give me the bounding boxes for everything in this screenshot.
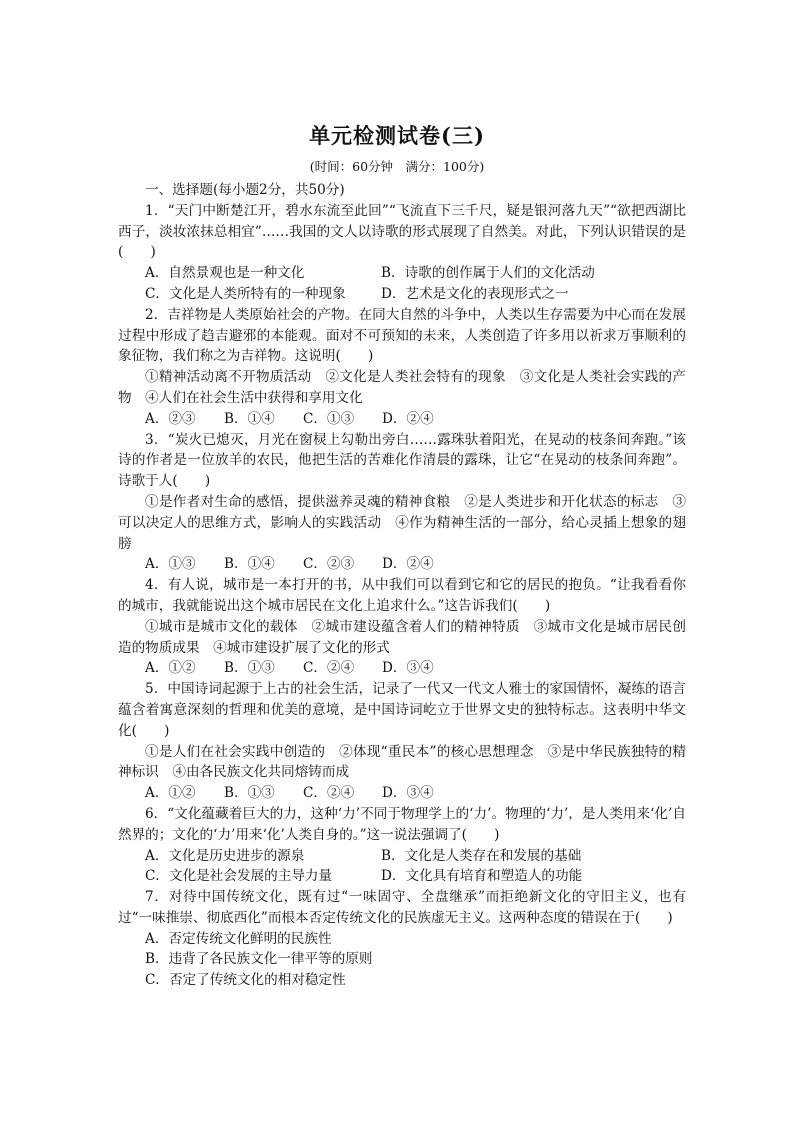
question-5 xyxy=(118,679,686,804)
question-stem: 3．“炭火已熄灭，月光在窗棂上勾勒出旁白……露珠驮着阳光，在晃动的枝条间奔跑。”该诗的作者是一位放羊的农民，他把生活的苦难化作清晨的露珠，让它“在晃动的枝条间奔跑”。诗歌于人( ) xyxy=(118,431,686,490)
question-statements: ①精神活动离不开物质活动 ②文化是人类社会特有的现象 ③文化是人类社会实践的产物 ④人们在社会生活中获得和享用文化 xyxy=(118,369,686,406)
option-c: C．文化是人类所特有的一种现象 xyxy=(145,285,346,302)
question-stem: 2．吉祥物是人类原始社会的产物。在同大自然的斗争中，人类以生存需要为中心而在发展过程中形成了趋吉避邪的本能观。面对不可预知的未来，人类创造了许多用以祈求万事顺利的象征物，我们称之为吉祥物。这说明( ) xyxy=(118,306,686,365)
option-row xyxy=(118,409,686,430)
option-c: C．否定了传统文化的相对稳定性 xyxy=(145,972,346,989)
question-1 xyxy=(118,201,686,305)
question-3 xyxy=(118,430,686,576)
option-a: A．②③ xyxy=(145,410,196,427)
option-b: B．①④ xyxy=(224,556,275,573)
option-row xyxy=(118,263,686,284)
option-d: D．②④ xyxy=(382,410,434,427)
question-6 xyxy=(118,804,686,887)
option-d: D．文化具有培育和塑造人的功能 xyxy=(381,868,583,885)
question-stem: 1．“天门中断楚江开，碧水东流至此回”“飞流直下三千尺，疑是银河落九天”“欲把西湖比西子，淡妆浓抹总相宜”……我国的文人以诗歌的形式展现了自然美。对此，下列认识错误的是( ) xyxy=(118,202,686,261)
option-b: B．①③ xyxy=(224,660,275,677)
option-d: D．②④ xyxy=(382,556,434,573)
option-c: C．文化是社会发展的主导力量 xyxy=(145,868,333,885)
option-c: C．②③ xyxy=(303,556,355,573)
question-2 xyxy=(118,305,686,430)
option-b: B．违背了各民族文化一律平等的原则 xyxy=(145,951,373,968)
page-title: 单元检测试卷(三) xyxy=(309,123,485,148)
option-d: D．③④ xyxy=(382,660,434,677)
option-a: A．①② xyxy=(145,785,196,802)
option-row xyxy=(118,846,686,867)
question-stem: 4．有人说，城市是一本打开的书，从中我们可以看到它和它的居民的抱负。“让我看看你的城市，我就能说出这个城市居民在文化上追求什么。”这告诉我们( ) xyxy=(118,577,686,614)
question-statements: ①是人们在社会实践中创造的 ②体现“重民本”的核心思想理念 ③是中华民族独特的精神标识 ④由各民族文化共同熔铸而成 xyxy=(118,743,686,781)
exam-info: (时间：60分钟 满分：100分) xyxy=(309,159,485,174)
question-statements: ①是作者对生命的感悟，提供滋养灵魂的精神食粮 ②是人类进步和开化状态的标志 ③可以决定人的思维方式，影响人的实践活动 ④作为精神生活的一部分，给心灵插上想象的翅膀 xyxy=(118,493,686,552)
question-stem: 6．“文化蕴藏着巨大的力，这种‘力’不同于物理学上的‘力’。物理的‘力’，是人类用来‘化’自然界的；文化的‘力’用来‘化’人类自身的。”这一说法强调了( ) xyxy=(118,805,686,843)
question-stem: 5．中国诗词起源于上古的社会生活，记录了一代又一代文人雅士的家国情怀，凝练的语言蕴含着寓意深刻的哲理和优美的意境，是中国诗词屹立于世界文史的独特标志。这表明中华文化( ) xyxy=(118,681,686,739)
option-row xyxy=(118,554,686,575)
option-b: B．①④ xyxy=(224,410,275,427)
option-c: C．①③ xyxy=(303,410,355,427)
question-stem: 7．对待中国传统文化，既有过“一味固守、全盘继承”而拒绝新文化的守旧主义，也有过“一味推崇、彻底西化”而根本否定传统文化的民族虚无主义。这两种态度的错误在于( ) xyxy=(118,889,686,926)
option-c: C．②④ xyxy=(303,660,355,677)
option-a: A．文化是历史进步的源泉 xyxy=(145,847,305,864)
option-c: C．②④ xyxy=(303,785,355,802)
option-b: B．文化是人类存在和发展的基础 xyxy=(381,847,582,864)
question-4 xyxy=(118,575,686,679)
option-b: B．①③ xyxy=(224,785,275,802)
option-d: D．艺术是文化的表现形式之一 xyxy=(381,285,569,302)
question-7 xyxy=(118,887,686,991)
option-a: A．①② xyxy=(145,660,196,677)
option-a: A．①③ xyxy=(145,556,196,573)
exam-body xyxy=(118,180,686,991)
option-a: A．否定传统文化鲜明的民族性 xyxy=(145,930,332,947)
section-heading: 一、选择题(每小题2分，共50分) xyxy=(145,182,345,198)
option-d: D．③④ xyxy=(382,785,434,802)
option-b: B．诗歌的创作属于人们的文化活动 xyxy=(381,265,595,282)
option-row xyxy=(118,866,686,887)
option-row xyxy=(118,284,686,305)
option-a: A．自然景观也是一种文化 xyxy=(145,265,305,282)
option-row xyxy=(118,783,686,804)
option-row xyxy=(118,658,686,679)
question-statements: ①城市是城市文化的载体 ②城市建设蕴含着人们的精神特质 ③城市文化是城市居民创造的物质成果 ④城市建设扩展了文化的形式 xyxy=(118,618,686,656)
